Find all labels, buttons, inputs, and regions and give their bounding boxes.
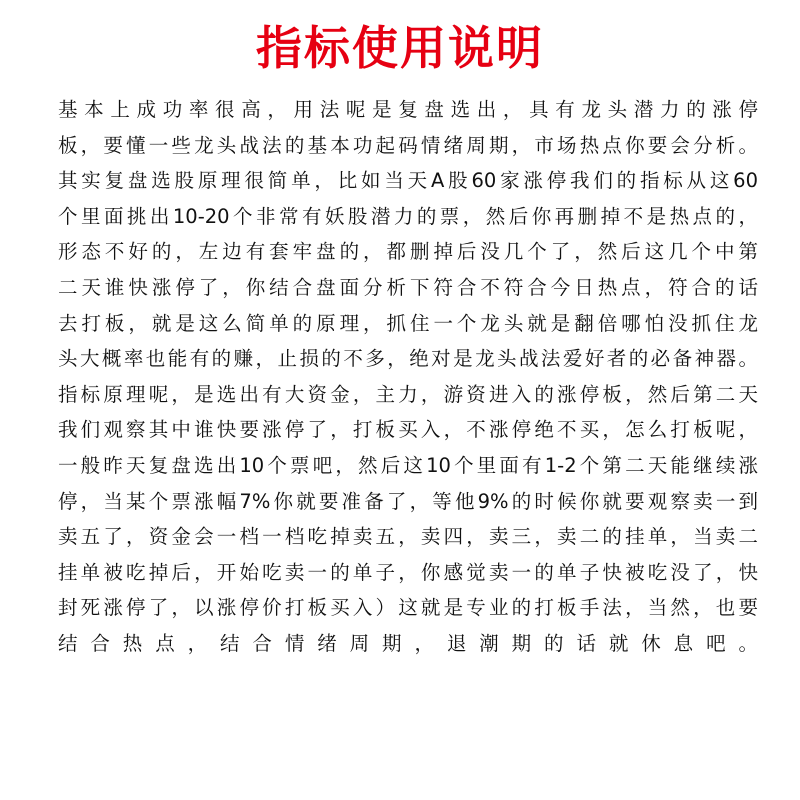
body-line: 一般昨天复盘选出10个票吧，然后这10个里面有1-2个第二天能继续涨: [58, 453, 758, 477]
body-line: 头大概率也能有的赚，止损的不多，绝对是龙头战法爱好者的必备神器。: [58, 347, 758, 371]
body-line: 形态不好的，左边有套牢盘的，都删掉后没几个了，然后这几个中第: [58, 240, 758, 264]
body-line: 卖五了，资金会一档一档吃掉卖五，卖四，卖三，卖二的挂单，当卖二: [58, 525, 758, 549]
body-line: 去打板，就是这么简单的原理，抓住一个龙头就是翻倍哪怕没抓住龙: [58, 311, 758, 335]
body-line: 基本上成功率很高，用法呢是复盘选出，具有龙头潜力的涨停: [58, 98, 758, 121]
body-line: 板，要懂一些龙头战法的基本功起码情绪周期，市场热点你要会分析。: [58, 133, 758, 157]
body-line: 挂单被吃掉后，开始吃卖一的单子，你感觉卖一的单子快被吃没了，快: [58, 560, 758, 584]
instruction-body: [58, 92, 758, 662]
body-line: 结合热点，结合情绪周期，退潮期的话就休息吧。: [58, 631, 758, 655]
body-line: 封死涨停了，以涨停价打板买入）这就是专业的打板手法，当然，也要: [58, 596, 758, 620]
page-title: 指标使用说明: [256, 21, 544, 75]
body-line: 二天谁快涨停了，你结合盘面分析下符合不符合今日热点，符合的话: [58, 275, 758, 299]
body-line: 个里面挑出10-20个非常有妖股潜力的票，然后你再删掉不是热点的，: [58, 204, 758, 228]
body-line: 其实复盘选股原理很简单，比如当天A股60家涨停我们的指标从这60: [58, 169, 758, 193]
body-line: 停，当某个票涨幅7%你就要准备了，等他9%的时候你就要观察卖一到: [58, 489, 758, 513]
body-line: 指标原理呢，是选出有大资金，主力，游资进入的涨停板，然后第二天: [58, 382, 758, 406]
body-line: 我们观察其中谁快要涨停了，打板买入，不涨停绝不买，怎么打板呢，: [58, 418, 758, 442]
